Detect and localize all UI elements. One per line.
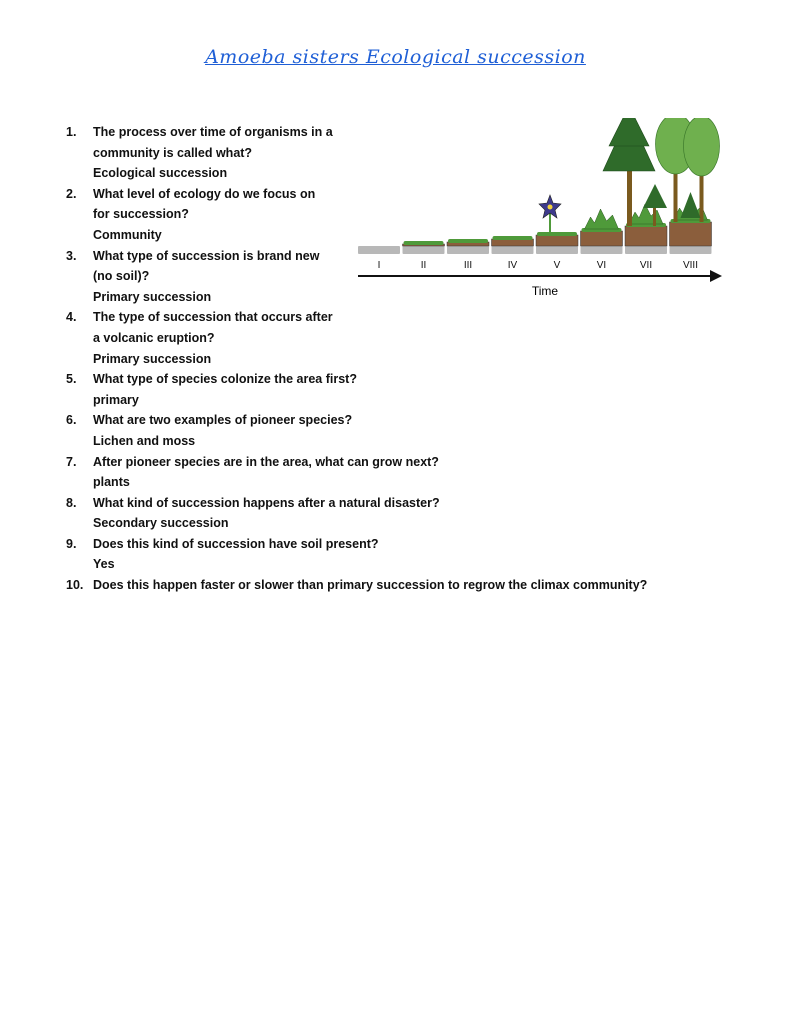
flower-center	[548, 205, 553, 210]
rock-layer	[625, 246, 667, 254]
question-number: 8.	[66, 495, 77, 510]
answer-text: primary	[93, 392, 139, 407]
deciduous-tree-icon	[684, 118, 720, 176]
rock-layer	[536, 246, 578, 254]
question-text: The process over time of organisms in a community is called what?	[93, 125, 333, 160]
stage-2	[403, 241, 445, 254]
answer-text: Lichen and moss	[93, 433, 196, 448]
shrub-icon	[585, 209, 619, 229]
stage-label: II	[420, 260, 427, 271]
answer-text: Ecological succession	[93, 166, 228, 181]
ground-cover	[537, 232, 577, 236]
ground-cover	[404, 241, 444, 245]
succession-diagram	[352, 118, 732, 308]
question-number: 1.	[66, 125, 77, 139]
soil-layer	[625, 226, 667, 246]
answer-text: Secondary succession	[93, 516, 229, 531]
stage-label: I	[377, 260, 381, 271]
succession-svg	[352, 118, 732, 308]
question-number: 3.	[66, 248, 77, 263]
stage-label: IV	[507, 260, 518, 271]
question-number: 7.	[66, 454, 77, 469]
question-text: What type of species colonize the area first?	[93, 372, 357, 387]
stage-5	[536, 195, 578, 254]
question-text: Does this kind of succession have soil present?	[93, 536, 379, 551]
time-axis-label: Time	[531, 284, 559, 298]
soil-layer	[581, 231, 623, 246]
question-item	[66, 410, 626, 451]
answer-text: Yes	[93, 557, 115, 572]
question-item	[66, 575, 648, 596]
rock-layer	[403, 246, 445, 254]
rock-layer	[492, 246, 534, 254]
stage-label: V	[553, 260, 561, 271]
question-text: What kind of succession happens after a natural disaster?	[93, 495, 440, 510]
soil-layer	[536, 235, 578, 246]
stage-label: VI	[596, 260, 607, 271]
stage-label: III	[463, 260, 473, 271]
rock-layer	[447, 246, 489, 254]
small-conifer-icon	[681, 192, 701, 218]
stage-6	[581, 209, 623, 254]
question-number: 2.	[66, 186, 77, 201]
question-number: 5.	[66, 372, 77, 387]
small-tree-trunk	[653, 208, 656, 226]
answer-text: Community	[93, 227, 162, 242]
stage-1	[358, 246, 400, 254]
rock-layer	[670, 246, 712, 254]
question-item	[66, 493, 626, 534]
stage-label: VII	[639, 260, 653, 271]
ground-cover	[493, 236, 533, 240]
rock-layer	[358, 246, 400, 254]
question-item	[66, 534, 626, 575]
question-number: 10.	[66, 578, 84, 593]
question-text: What level of ecology do we focus on for succession?	[93, 186, 316, 222]
question-number: 6.	[66, 413, 77, 428]
question-item	[66, 369, 626, 410]
stage-3	[447, 239, 489, 254]
ground-cover	[448, 239, 488, 243]
answer-text: plants	[93, 475, 130, 490]
stage-label: VIII	[682, 260, 699, 271]
soil-layer	[492, 239, 534, 246]
stage-4	[492, 236, 534, 254]
soil-layer	[670, 222, 712, 246]
question-item	[66, 307, 626, 369]
question-number: 9.	[66, 536, 77, 551]
question-text: After pioneer species are in the area, what can grow next?	[93, 454, 439, 469]
question-text: What are two examples of pioneer species?	[93, 413, 353, 428]
rock-layer	[581, 246, 623, 254]
page-title: Amoeba sisters Ecological succession	[205, 46, 586, 68]
question-text: Does this happen faster or slower than primary succession to regrow the climax community?	[93, 578, 648, 593]
question-item	[66, 452, 626, 493]
answer-text: Primary succession	[93, 289, 212, 304]
answer-text: Primary succession	[93, 351, 212, 366]
tree-trunk	[627, 171, 632, 226]
question-number: 4.	[66, 310, 77, 325]
question-text: The type of succession that occurs after a volcanic eruption?	[93, 310, 333, 345]
time-arrow-head	[710, 270, 722, 282]
conifer-tree-top-icon	[609, 118, 649, 146]
small-conifer-icon	[643, 184, 667, 208]
question-text: What type of succession is brand new (no soil)?	[93, 248, 320, 284]
